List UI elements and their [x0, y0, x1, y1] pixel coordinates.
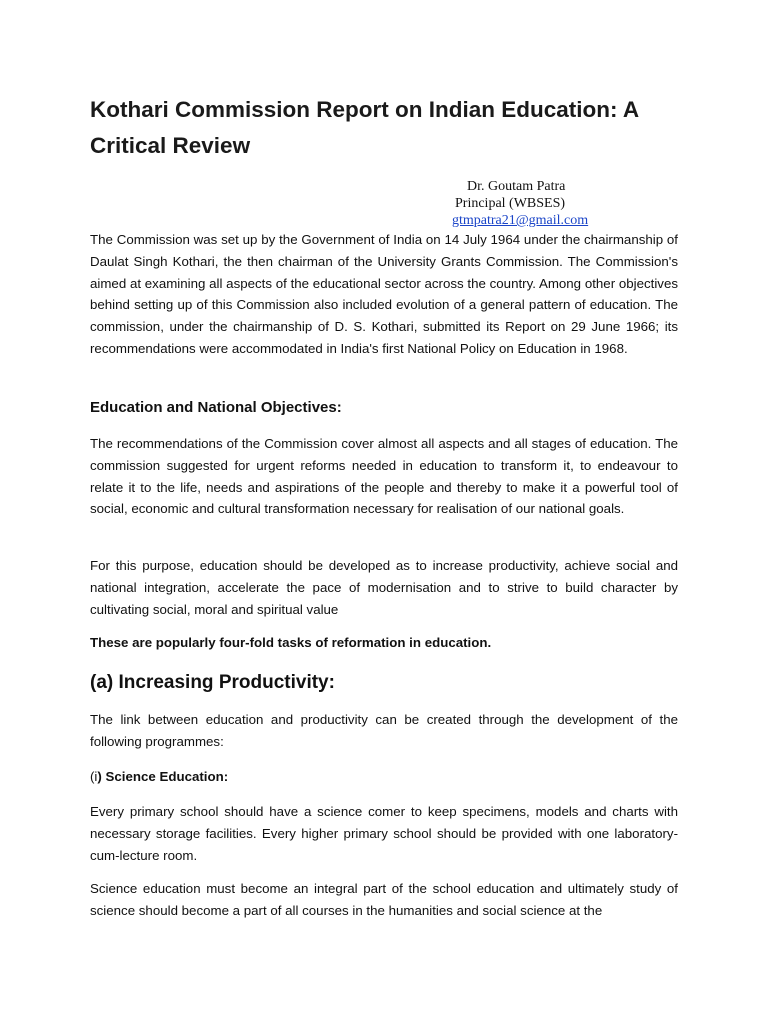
section-heading-increasing-productivity: (a) Increasing Productivity:	[90, 672, 335, 693]
subsection-prefix: (i	[90, 769, 98, 784]
science-paragraph-1: Every primary school should have a science comer to keep specimens, models and charts with necessary storage facilities. Every higher primary school should be provided with one laboratory-cum-lecture room.	[90, 804, 678, 863]
author-block	[400, 178, 660, 229]
subsection-title: ) Science Education:	[97, 769, 229, 784]
objectives-paragraph-2: For this purpose, education should be developed as to increase productivity, achieve social and national integration, accelerate the pace of modernisation and to strive to build character by cultivating social, moral and spiritual value	[90, 558, 678, 617]
fourfold-tasks-text: These are popularly four-fold tasks of reformation in education	[90, 635, 488, 650]
subsection-heading-science-education	[90, 767, 228, 787]
author-position: Principal (WBSES)	[455, 196, 566, 211]
objectives-paragraph-1: The recommendations of the Commission cover almost all aspects and all stages of education. The commission suggested for urgent reforms needed in education to transform it, to endeavour to relate it to the life, needs and aspirations of the people and thereby to make it a powerful tool of social, economic and cultural transformation necessary for realisation of our national goals.	[90, 436, 678, 517]
section-heading-national-objectives: Education and National Objectives:	[90, 399, 342, 416]
science-paragraph-2: Science education must become an integral part of the school education and ultimately study of science should become a part of all courses in the humanities and social science at the	[90, 881, 678, 918]
author-name: Dr. Goutam Patra	[467, 179, 566, 194]
intro-paragraph: The Commission was set up by the Government of India on 14 July 1964 under the chairmanship of Daulat Singh Kothari, the then chairman of the University Grants Commission. The Commission's aimed at examining all aspects of the educational sector across the country. Among other objectives behind setting up of this Commission also included evolution of a general pattern of education. The commission, under the chairmanship of D. S. Kothari, submitted its Report on 29 June 1966; its recommendations were accommodated in India's first National Policy on Education in 1968.	[90, 232, 678, 356]
fourfold-tasks-period: .	[487, 635, 492, 650]
productivity-paragraph: The link between education and productivity can be created through the development of the following programmes:	[90, 712, 678, 749]
fourfold-tasks-line	[90, 633, 491, 653]
document-title: Kothari Commission Report on Indian Education: A Critical Review	[90, 97, 639, 158]
author-email-link[interactable]: gtmpatra21@gmail.com	[452, 213, 589, 228]
